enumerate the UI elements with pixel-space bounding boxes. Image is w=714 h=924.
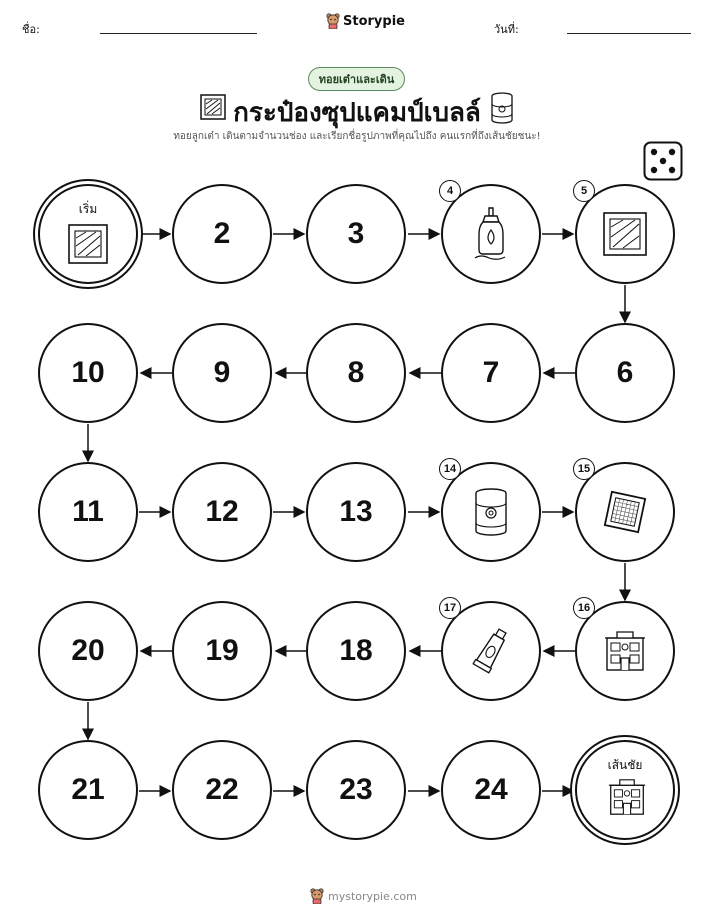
cell-start[interactable] bbox=[38, 184, 138, 284]
cell-22[interactable] bbox=[172, 740, 272, 840]
cell-finish[interactable] bbox=[575, 740, 675, 840]
cell-number: 2 bbox=[213, 217, 231, 250]
cell-number: 9 bbox=[213, 356, 231, 389]
start-label: เริ่ม bbox=[78, 202, 98, 216]
game-type-badge: ทอยเต๋าและเดิน bbox=[308, 67, 405, 91]
silkscreen-frame-icon bbox=[603, 490, 647, 534]
cell-12[interactable] bbox=[172, 462, 272, 562]
cell-24[interactable] bbox=[441, 740, 541, 840]
cell-number: 8 bbox=[347, 356, 365, 389]
cell-number-tag: 16 bbox=[573, 597, 595, 619]
cell-number: 12 bbox=[205, 495, 239, 528]
cell-number: 18 bbox=[339, 634, 373, 667]
cell-number: 24 bbox=[474, 773, 508, 806]
cell-number-tag: 17 bbox=[439, 597, 461, 619]
cell-7[interactable] bbox=[441, 323, 541, 423]
bear-mascot-icon bbox=[310, 888, 324, 904]
cell-number: 23 bbox=[339, 773, 373, 806]
paint-tube-icon bbox=[469, 626, 513, 676]
soup-can-icon bbox=[473, 487, 509, 537]
cell-5[interactable] bbox=[575, 184, 675, 284]
cell-number-tag: 5 bbox=[573, 180, 595, 202]
cell-2[interactable] bbox=[172, 184, 272, 284]
cell-8[interactable] bbox=[306, 323, 406, 423]
footer bbox=[310, 888, 417, 904]
cell-20[interactable] bbox=[38, 601, 138, 701]
cell-16[interactable] bbox=[575, 601, 675, 701]
cell-18[interactable] bbox=[306, 601, 406, 701]
canvas-icon bbox=[66, 222, 110, 266]
museum-icon bbox=[603, 630, 647, 672]
cell-number-tag: 14 bbox=[439, 458, 461, 480]
cell-number: 22 bbox=[205, 773, 239, 806]
cell-15[interactable] bbox=[575, 462, 675, 562]
cell-21[interactable] bbox=[38, 740, 138, 840]
glue-bottle-icon bbox=[469, 206, 513, 262]
museum-icon bbox=[607, 778, 647, 816]
cell-13[interactable] bbox=[306, 462, 406, 562]
cell-4[interactable] bbox=[441, 184, 541, 284]
canvas-icon bbox=[601, 210, 649, 258]
cell-number: 6 bbox=[616, 356, 634, 389]
cell-number: 10 bbox=[71, 356, 105, 389]
cell-number: 11 bbox=[72, 495, 104, 528]
cell-14[interactable] bbox=[441, 462, 541, 562]
cell-number: 13 bbox=[339, 495, 373, 528]
footer-url[interactable]: mystorypie.com bbox=[328, 889, 417, 903]
cell-number: 20 bbox=[71, 634, 105, 667]
cell-11[interactable] bbox=[38, 462, 138, 562]
finish-label: เส้นชัย bbox=[607, 758, 643, 772]
cell-23[interactable] bbox=[306, 740, 406, 840]
cell-number: 21 bbox=[71, 773, 105, 806]
cell-17[interactable] bbox=[441, 601, 541, 701]
cell-number: 7 bbox=[482, 356, 500, 389]
cell-10[interactable] bbox=[38, 323, 138, 423]
date-label: วันที่: bbox=[494, 23, 519, 36]
cell-9[interactable] bbox=[172, 323, 272, 423]
name-label: ชื่อ: bbox=[22, 23, 40, 36]
brand-name: Storypie bbox=[343, 13, 405, 29]
cell-number: 3 bbox=[347, 217, 365, 250]
cell-3[interactable] bbox=[306, 184, 406, 284]
page-title: กระป๋องซุปแคมป์เบลล์ bbox=[233, 98, 481, 128]
cell-number-tag: 4 bbox=[439, 180, 461, 202]
cell-6[interactable] bbox=[575, 323, 675, 423]
instructions: ทอยลูกเต๋า เดินตามจำนวนช่อง และเรียกชื่อรูปภาพที่คุณไปถึง คนแรกที่ถึงเส้นชัยชนะ! bbox=[173, 131, 541, 142]
cell-19[interactable] bbox=[172, 601, 272, 701]
cell-number-tag: 15 bbox=[573, 458, 595, 480]
cell-number: 19 bbox=[205, 634, 239, 667]
